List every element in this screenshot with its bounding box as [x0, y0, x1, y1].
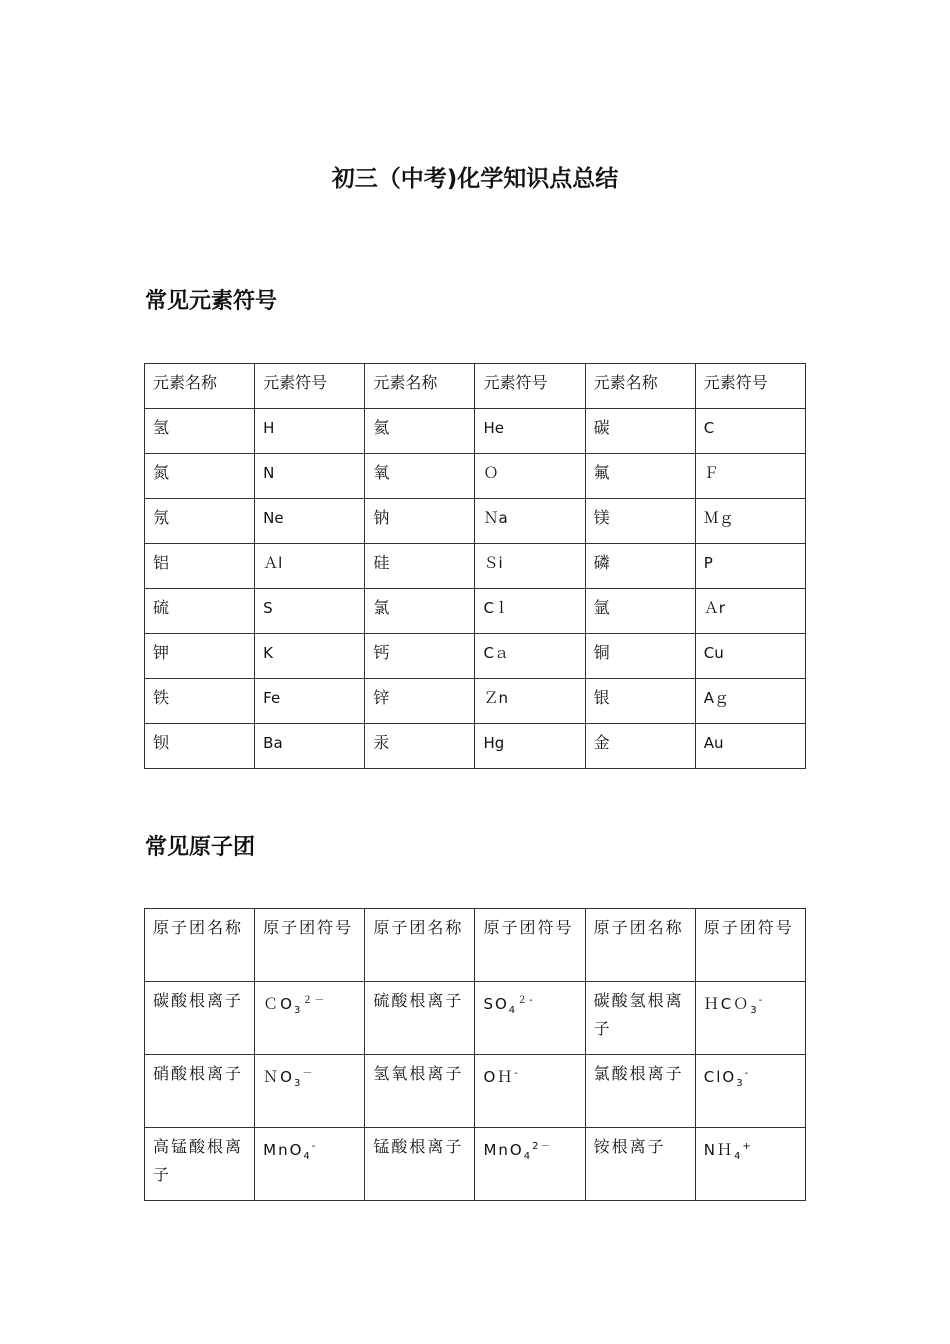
- element-name-cell: 钙: [365, 634, 475, 679]
- element-name-cell: 氮: [145, 454, 255, 499]
- column-header: 原子团名称: [365, 909, 475, 982]
- column-header: 原子团符号: [475, 909, 585, 982]
- group-formula-cell: [475, 1128, 585, 1201]
- formula-charge: －: [302, 1068, 315, 1079]
- group-name-cell: 氯酸根离子: [585, 1055, 695, 1128]
- element-symbol-cell: Ａr: [695, 589, 805, 634]
- table-row: [145, 589, 806, 634]
- element-name-cell: 磷: [585, 544, 695, 589]
- formula-subscript: 3: [293, 1078, 303, 1089]
- table-row: [145, 1055, 806, 1128]
- element-name-cell: 氟: [585, 454, 695, 499]
- element-name-cell: 氩: [585, 589, 695, 634]
- group-name-cell: 高锰酸根离子: [145, 1128, 255, 1201]
- column-header: 元素符号: [475, 364, 585, 409]
- page-title: 初三（中考)化学知识点总结: [331, 166, 619, 192]
- formula-subscript: 4: [303, 1151, 312, 1162]
- element-name-cell: 硅: [365, 544, 475, 589]
- element-symbol-cell: He: [475, 409, 585, 454]
- group-name-cell: 硝酸根离子: [145, 1055, 255, 1128]
- element-symbol-cell: Hg: [475, 724, 585, 769]
- element-name-cell: 汞: [365, 724, 475, 769]
- formula-base: MnO: [263, 1141, 304, 1159]
- element-symbol-cell: Aｇ: [695, 679, 805, 724]
- column-header: 元素符号: [695, 364, 805, 409]
- group-formula-cell: [695, 1055, 805, 1128]
- column-header: 元素符号: [255, 364, 365, 409]
- element-name-cell: 氯: [365, 589, 475, 634]
- table-header-row: [145, 364, 806, 409]
- element-symbol-cell: Ｆ: [695, 454, 805, 499]
- element-name-cell: 铜: [585, 634, 695, 679]
- group-formula-cell: [695, 982, 805, 1055]
- element-symbol-cell: C: [695, 409, 805, 454]
- formula-charge: -: [758, 995, 765, 1006]
- column-header: 原子团符号: [255, 909, 365, 982]
- element-symbol-cell: K: [255, 634, 365, 679]
- formula-base: ＣO: [263, 995, 294, 1013]
- element-symbol-cell: P: [695, 544, 805, 589]
- group-formula-cell: [255, 982, 365, 1055]
- section-heading-elements: 常见元素符号: [145, 289, 278, 314]
- formula-subscript: 3: [736, 1078, 745, 1089]
- column-header: 原子团名称: [585, 909, 695, 982]
- group-formula-cell: [475, 1055, 585, 1128]
- element-symbol-cell: S: [255, 589, 365, 634]
- group-name-cell: 碳酸根离子: [145, 982, 255, 1055]
- element-symbol-cell: Ne: [255, 499, 365, 544]
- group-name-cell: 碳酸氢根离子: [585, 982, 695, 1055]
- formula-charge: ２－: [302, 995, 327, 1006]
- table-row: [145, 544, 806, 589]
- element-symbol-cell: Ｎa: [475, 499, 585, 544]
- formula-subscript: 3: [750, 1005, 759, 1016]
- formula-subscript: 4: [508, 1005, 518, 1016]
- element-name-cell: 氢: [145, 409, 255, 454]
- element-symbol-cell: Au: [695, 724, 805, 769]
- element-symbol-cell: Cｌ: [475, 589, 585, 634]
- column-header: 原子团名称: [145, 909, 255, 982]
- group-formula-cell: [475, 982, 585, 1055]
- table-row: [145, 724, 806, 769]
- group-formula-cell: [695, 1128, 805, 1201]
- formula-charge: -: [744, 1068, 751, 1079]
- formula-charge: -: [514, 1068, 520, 1079]
- formula-base: MnO: [483, 1141, 524, 1159]
- column-header: 元素名称: [145, 364, 255, 409]
- column-header: 原子团符号: [695, 909, 805, 982]
- group-name-cell: 锰酸根离子: [365, 1128, 475, 1201]
- element-name-cell: 氧: [365, 454, 475, 499]
- table-row: [145, 679, 806, 724]
- formula-base: OＨ: [483, 1068, 515, 1086]
- group-formula-cell: [255, 1128, 365, 1201]
- element-name-cell: 硫: [145, 589, 255, 634]
- element-name-cell: 氦: [365, 409, 475, 454]
- table-row: [145, 982, 806, 1055]
- element-name-cell: 钡: [145, 724, 255, 769]
- element-name-cell: 铝: [145, 544, 255, 589]
- formula-subscript: 4: [734, 1151, 743, 1162]
- formula-subscript: 4: [523, 1151, 533, 1162]
- element-name-cell: 铁: [145, 679, 255, 724]
- element-symbol-cell: Ba: [255, 724, 365, 769]
- table-header-row: [145, 909, 806, 982]
- element-symbol-cell: Ｚn: [475, 679, 585, 724]
- element-symbol-cell: Ｍｇ: [695, 499, 805, 544]
- element-name-cell: 银: [585, 679, 695, 724]
- element-symbol-cell: H: [255, 409, 365, 454]
- element-symbol-cell: Ｓi: [475, 544, 585, 589]
- group-name-cell: 氢氧根离子: [365, 1055, 475, 1128]
- element-symbol-cell: Cａ: [475, 634, 585, 679]
- table-row: [145, 1128, 806, 1201]
- atomic-groups-table: [144, 908, 806, 1201]
- formula-subscript: 3: [293, 1005, 303, 1016]
- formula-charge: -: [311, 1141, 318, 1152]
- table-row: [145, 499, 806, 544]
- element-name-cell: 金: [585, 724, 695, 769]
- formula-base: ＮO: [263, 1068, 294, 1086]
- formula-base: SO: [483, 995, 509, 1013]
- element-symbol-cell: N: [255, 454, 365, 499]
- element-name-cell: 钾: [145, 634, 255, 679]
- element-symbol-cell: Fe: [255, 679, 365, 724]
- formula-base: ClO: [703, 1068, 737, 1086]
- element-symbol-cell: Ｏ: [475, 454, 585, 499]
- formula-base: NＨ: [703, 1141, 735, 1159]
- section-heading-atomic-groups: 常见原子团: [145, 835, 256, 860]
- formula-charge: 2－: [532, 1141, 553, 1152]
- element-name-cell: 镁: [585, 499, 695, 544]
- column-header: 元素名称: [365, 364, 475, 409]
- element-symbol-cell: Ａl: [255, 544, 365, 589]
- column-header: 元素名称: [585, 364, 695, 409]
- element-name-cell: 碳: [585, 409, 695, 454]
- table-row: [145, 454, 806, 499]
- element-name-cell: 氖: [145, 499, 255, 544]
- table-row: [145, 409, 806, 454]
- element-name-cell: 锌: [365, 679, 475, 724]
- group-formula-cell: [255, 1055, 365, 1128]
- formula-charge: ２-: [517, 995, 535, 1006]
- element-symbol-cell: Cu: [695, 634, 805, 679]
- element-name-cell: 钠: [365, 499, 475, 544]
- formula-base: ＨCＯ: [703, 995, 751, 1013]
- elements-table: [144, 363, 806, 769]
- formula-charge: +: [742, 1141, 753, 1152]
- group-name-cell: 硫酸根离子: [365, 982, 475, 1055]
- group-name-cell: 铵根离子: [585, 1128, 695, 1201]
- table-row: [145, 634, 806, 679]
